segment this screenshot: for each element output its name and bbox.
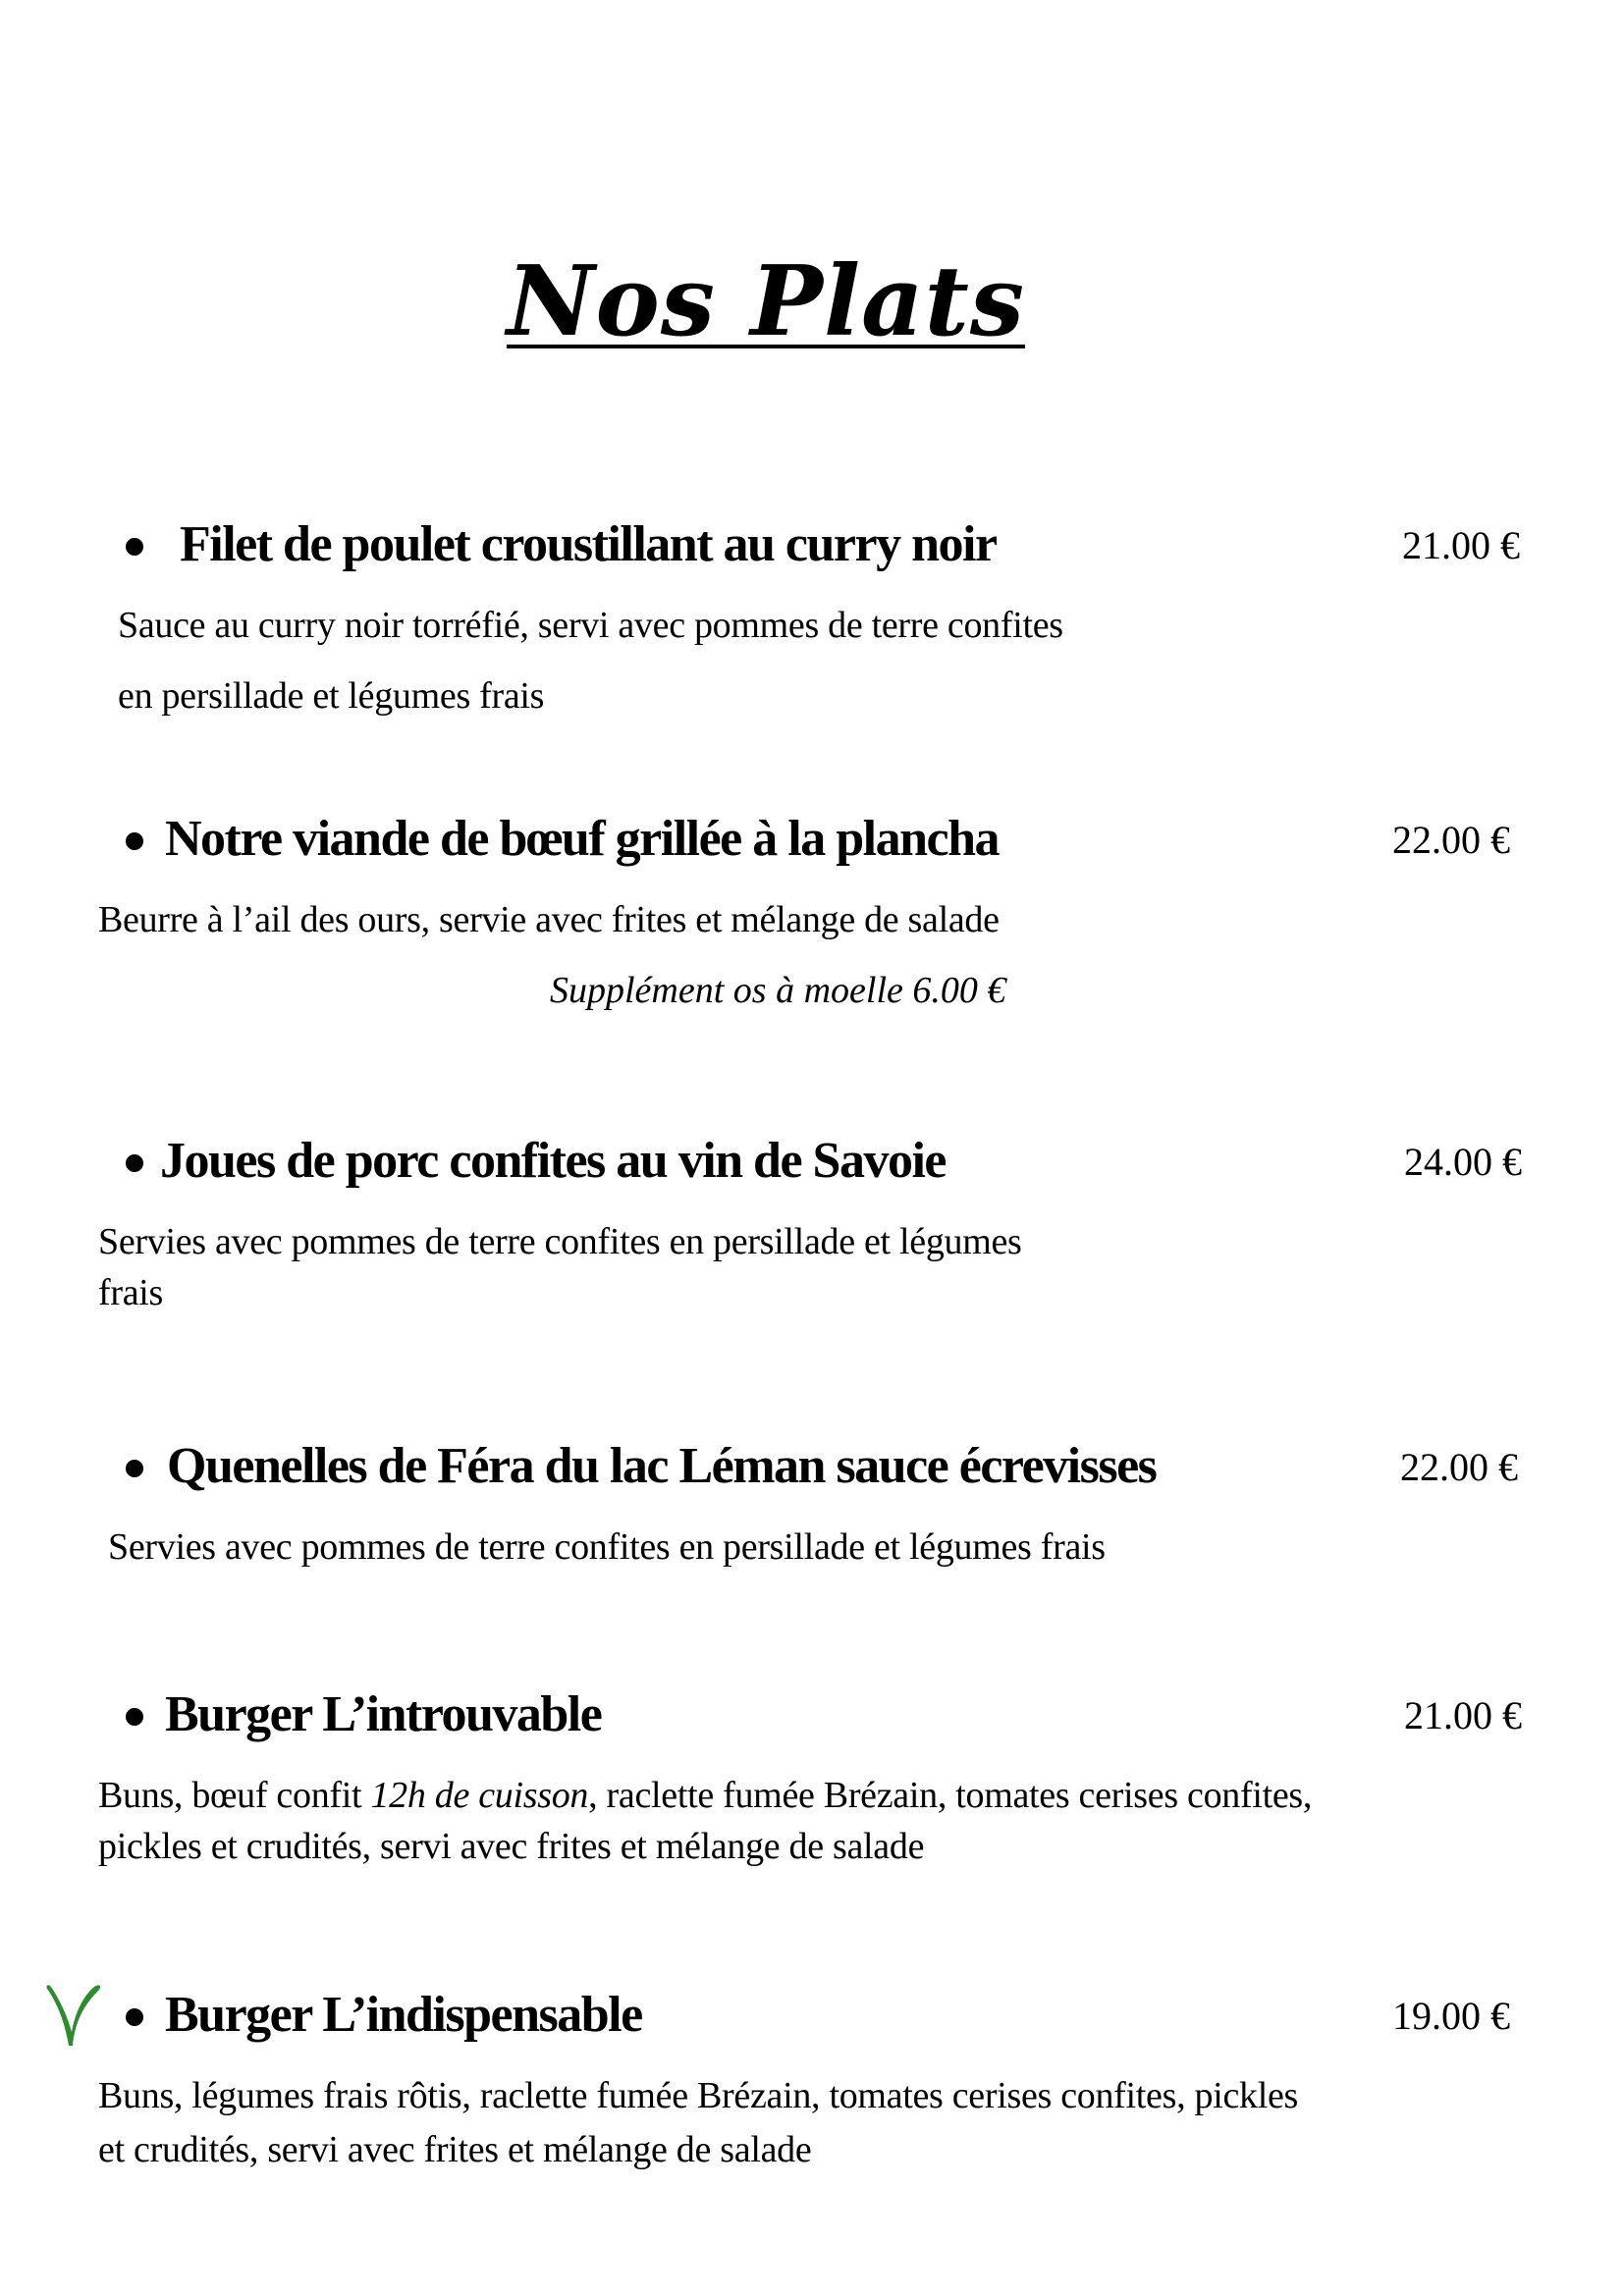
dish-description-line-2: en persillade et légumes frais <box>118 675 545 717</box>
description-text: , raclette fumée Brézain, tomates cerises confites, <box>588 1775 1313 1816</box>
dish-item-boeuf <box>0 805 1624 1011</box>
dish-name: Burger L’indispensable <box>165 1987 642 2043</box>
dish-description-line-2: frais <box>98 1272 164 1313</box>
dish-header <box>0 1127 1624 1196</box>
dish-item-porc <box>0 1127 1624 1313</box>
dish-description: Beurre à l’ail des ours, servie avec frites et mélange de salade <box>98 899 1000 940</box>
dish-name: Filet de poulet croustillant au curry noir <box>180 516 997 572</box>
dish-item-quenelles <box>0 1432 1624 1568</box>
description-text: Buns, bœuf confit <box>98 1775 371 1816</box>
dish-price: 24.00 € <box>1404 1140 1522 1184</box>
dish-price: 19.00 € <box>1392 1994 1510 2038</box>
dish-header <box>0 1432 1624 1501</box>
dish-header <box>0 1981 1624 2050</box>
bullet-icon <box>126 2008 143 2026</box>
dish-item-burger-indispensable <box>0 1981 1624 2170</box>
dish-description-line-1: Sauce au curry noir torréfié, servi avec pommes de terre confites <box>118 605 1063 646</box>
dish-item-burger-introuvable <box>0 1681 1624 1867</box>
dish-name: Joues de porc confites au vin de Savoie <box>160 1133 947 1189</box>
dish-description-line-2: et crudités, servi avec frites et mélange de salade <box>98 2129 812 2170</box>
dish-description-line-2: pickles et crudités, servi avec frites et mélange de salade <box>98 1826 925 1867</box>
page-title: Nos Plats <box>506 245 1026 358</box>
dish-header <box>0 1681 1624 1749</box>
dish-price: 21.00 € <box>1402 523 1520 567</box>
dish-name: Burger L’introuvable <box>165 1686 602 1742</box>
dish-description-line-1: Buns, légumes frais rôtis, raclette fumée Brézain, tomates cerises confites, pickles <box>98 2075 1299 2116</box>
dish-price: 21.00 € <box>1404 1693 1522 1737</box>
dish-header <box>0 510 1624 579</box>
bullet-icon <box>126 1708 143 1726</box>
dish-name: Notre viande de bœuf grillée à la plancha <box>165 811 999 867</box>
dish-name: Quenelles de Féra du lac Léman sauce écrevisses <box>167 1438 1157 1494</box>
bullet-icon <box>126 1154 143 1172</box>
dish-description-line-1 <box>98 1769 1312 1823</box>
dish-header <box>0 805 1624 874</box>
dish-price: 22.00 € <box>1400 1445 1518 1489</box>
dish-description-line-1: Servies avec pommes de terre confites en persillade et légumes <box>98 1221 1022 1262</box>
bullet-icon <box>126 538 143 556</box>
bullet-icon <box>126 832 143 850</box>
bullet-icon <box>126 1460 143 1477</box>
dish-description: Servies avec pommes de terre confites en persillade et légumes frais <box>108 1526 1106 1568</box>
dish-supplement: Supplément os à moelle 6.00 € <box>550 970 1006 1011</box>
description-italic-text: 12h de cuisson <box>370 1775 589 1816</box>
dish-item-poulet <box>0 510 1624 717</box>
dish-price: 22.00 € <box>1392 818 1510 862</box>
